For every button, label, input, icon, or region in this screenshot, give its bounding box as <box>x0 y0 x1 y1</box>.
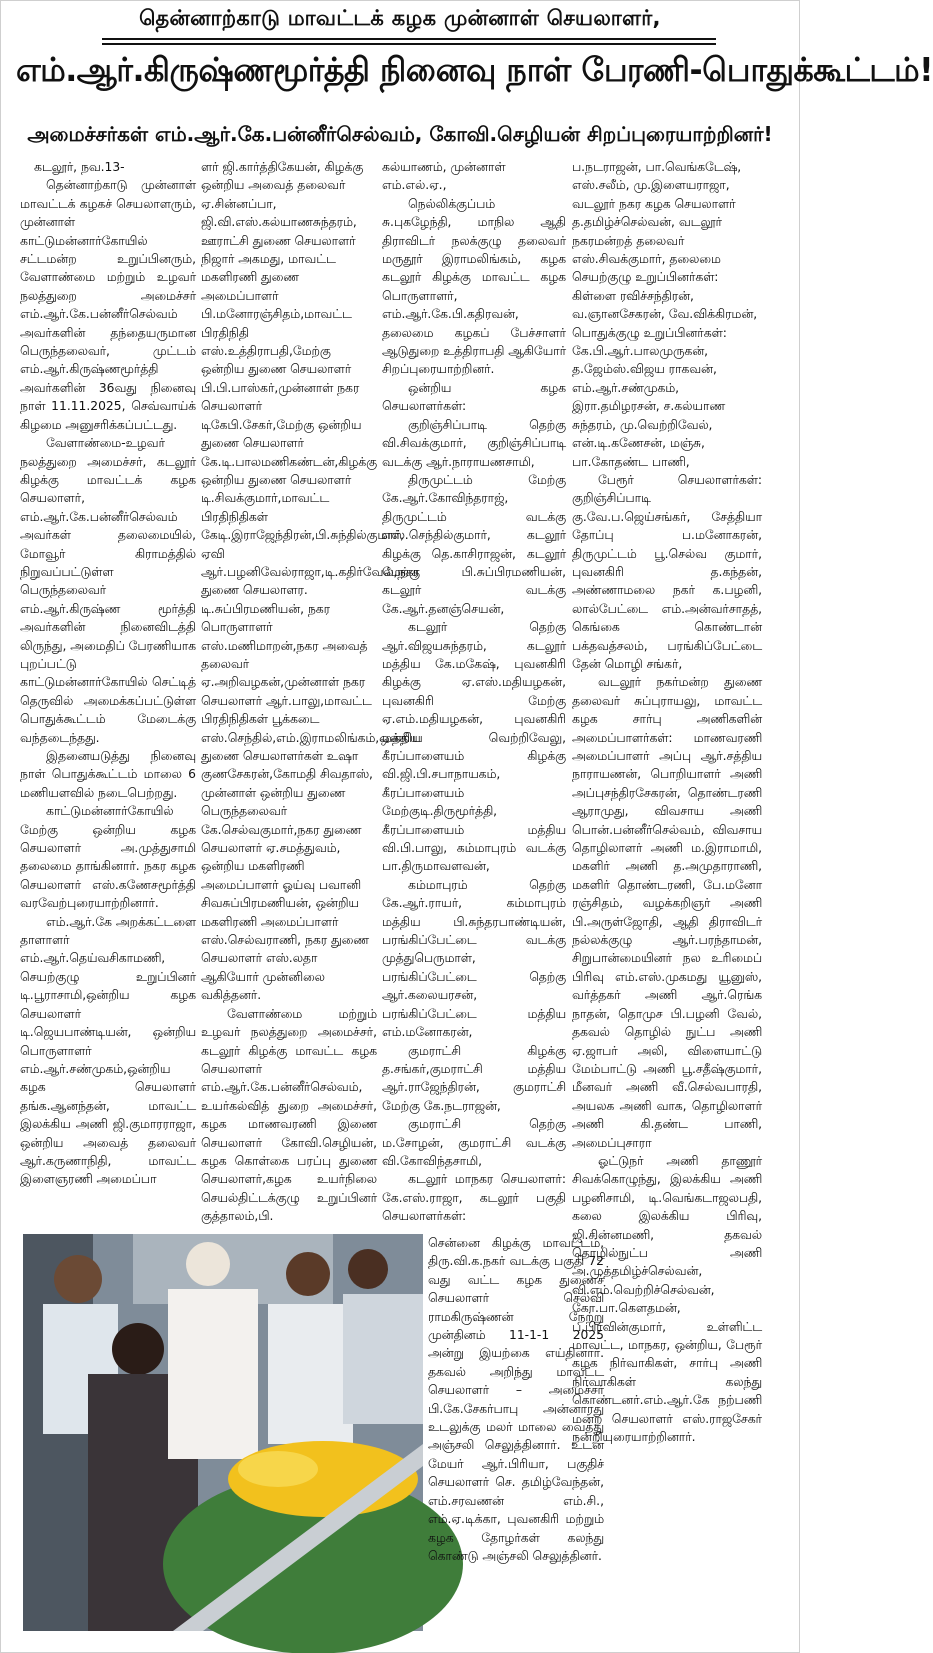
paragraph: நெல்லிக்குப்பம் சு.புகழேந்தி, மாநில ஆதி திராவிடர் நலக்குழு தலைவர் மருதூர் இராமலிங்கம், கழக கடலூர் கிழக்கு மாவட்ட கழக பொருளாளர், எம்.ஆர்.கே.பி.கதிரவன், தலைமை கழகப் பேச்சாளர் ஆடுதுறை உத்திராபதி ஆகியோர் சிறப்புரையாற்றினர். <box>382 196 567 377</box>
paragraph: காட்டுமன்னார்கோயில் மேற்கு ஒன்றிய கழக செயலாளர் அ.முத்துசாமி தலைமை தாங்கினார். நகர கழக செயலாளர் எஸ்.கணேசமூர்த்தி வரவேற்புரையாற்றினார். <box>20 804 196 911</box>
paragraph: வடலூர் நகர்மன்ற துணை தலைவர் சுப்புராயலு, மாவட்ட கழக சார்பு அணிகளின் அமைப்பாளர்கள்: மாணவரணி அமைப்பாளர் அப்பு ஆர்.சத்திய நாராயணன், பொறியாளர் அணி அப்புசந்திரசேகரன், தொண்டரணி ஆராமுது, விவசாய அணி பொன்.பன்னீர்செல்வம், விவசாய தொழிலாளர் அணி ம.இராமாமி, மகளிர் அணி த.அமுதாராணி, மகளிர் தொண்டரணி, பே.மனோ ரஞ்சிதம், வழக்கறிஞர் அணி பி.அருள்ஜோதி, ஆதி திராவிடர் நல்லக்குழு ஆர்.பரந்தாமன், சிறுபான்மையினர் நல உரிமைப் பிரிவு எம்.எஸ்.முகமது யூனுஸ், வர்த்தகர் அணி ஆர்.ரெங்க நாதன், தொமுச பி.பழனி வேல், தகவல் தொழில் நுட்ப அணி ஏ.ஜாபர் அலி, விளையாட்டு மேம்பாட்டு அணி பூ.சதீஷ்குமார், மீனவர் அணி வீ.செல்வபாரதி, அயலக அணி வாக, தொழிலாளர் அணி கி.தண்ட பாணி, அமைப்புசாரா <box>572 675 762 1150</box>
person-shirt <box>268 1304 353 1444</box>
person-head <box>286 1252 330 1296</box>
person-head <box>348 1249 388 1289</box>
flower-garland <box>238 1451 318 1487</box>
article-kicker: தென்னாற்காடு மாவட்டக் கழக முன்னாள் செயலாளர், <box>139 6 661 30</box>
person-head <box>112 1323 164 1375</box>
paragraph: கடலூர் மாநகர செயலாளர்: கே.எஸ்.ராஜா, கடலூர் பகுதி செயலாளர்கள்: <box>382 1172 566 1224</box>
paragraph: ப.நடராஜன், பா.வெங்கடேஷ், எஸ்.சலீம், மு.இளையராஜா, வடலூர் நகர கழக செயலாளர் த.தமிழ்ச்செல்வன், வடலூர் நகரமன்றத் தலைவர் எஸ்.சிவக்குமார், தலைமை செயற்குழு உறுப்பினர்கள்: கிள்ளை ரவிச்சந்திரன், வ.ஞானசேகரன், வே.விக்கிரமன், பொதுக்குழு உறுப்பினர்கள்: கே.பி.ஆர்.பாலமுருகன், த.ஜேம்ஸ்.விஜய ராகவன், எம்.ஆர்.சண்முகம், இரா.தமிழரசன், ச.கல்யாண சுந்தரம், மு.வெற்றிவேல், என்.டி.கணேசன், மஞ்சு, பா.கோதண்ட பாணி, <box>572 160 758 469</box>
person-head <box>54 1255 102 1303</box>
paragraph: குறிஞ்சிப்பாடி தெற்கு வி.சிவக்குமார், குறிஞ்சிப்பாடி வடக்கு ஆர்.நாராயணசாமி, <box>382 417 566 469</box>
kicker-rule-bottom <box>102 43 716 45</box>
paragraph: குமராட்சி கிழக்கு த.சங்கர்,குமராட்சி மத்திய ஆர்.ராஜேந்திரன், குமராட்சி மேற்கு கே.நடராஜன், <box>382 1043 566 1113</box>
paragraph: வேளாண்மை-உழவர் நலத்துறை அமைச்சர், கடலூர் கிழக்கு மாவட்டக் கழக செயலாளர், எம்.ஆர்.கே.பன்னீர்செல்வம் அவர்கள் தலைமையில், மோவூர் கிராமத்தில் நிறுவப்பட்டுள்ள பெருந்தலைவர் எம்.ஆர்.கிருஷ்ண மூர்த்தி அவர்களின் நினைவிடத்தி லிருந்து, அமைதிப் பேரணியாக புறப்பட்டு காட்டுமன்னார்கோயில் செட்டித் தெருவில் அமைக்கப்பட்டுள்ள பொதுக்கூட்டம் மேடைக்கு வந்தடைந்தது. <box>20 436 196 745</box>
paragraph: எம்.ஆர்.கே அறக்கட்டளை தாளாளர் எம்.ஆர்.தெய்வசிகாமணி, செயற்குழு உறுப்பினர் டி.பூராசாமி,ஒன்றிய கழக செயலாளர் டி.ஜெயபாண்டியன், ஒன்றிய பொருளாளர் எம்.ஆர்.சண்முகம்,ஒன்றிய கழக செயலாளர் தங்க.ஆனந்தன், மாவட்ட இலக்கிய அணி ஜி.குமாரராஜா, ஒன்றிய அவைத் தலைவர் ஆர்.கருணாநிதி, மாவட்ட இளைஞரணி அமைப்பா <box>20 914 196 1187</box>
paragraph: திருமுட்டம் மேற்கு கே.ஆர்.கோவிந்தராஜ், திருமுட்டம் வடக்கு எஸ்.செந்தில்குமார், கடலூர் கிழக்கு தெ.காசிராஜன், கடலூர் மேற்கு பி.சுப்பிரமணியன், கடலூர் வடக்கு கே.ஆர்.தனஞ்செயன், <box>382 472 566 616</box>
paragraph: கடலூர் தெற்கு ஆர்.விஜயசுந்தரம், கடலூர் மத்திய கே.மகேஷ், புவனகிரி கிழக்கு ஏ.எஸ்.மதியழகன், புவனகிரி மேற்கு ஏ.எம்.மதியழகன், புவனகிரி மத்திய வெற்றிவேலு, கீரப்பாளையம் கிழக்கு வி.ஜி.பி.சபாநாயகம், கீரப்பாளையம் மேற்குடி.திருமூர்த்தி, கீரப்பாளையம் மத்திய வி.பி.பாலு, கம்மாபுரம் வடக்கு பா.திருமாவளவன், <box>382 620 566 874</box>
paragraph: குமராட்சி தெற்கு ம.சோழன், குமராட்சி வடக்கு வி.கோவிந்தசாமி, <box>382 1117 566 1168</box>
kicker-rule-top <box>102 38 716 40</box>
person-shirt <box>168 1289 258 1459</box>
article-column-1 <box>20 158 196 1228</box>
paragraph: ஓட்டுநர் அணி தாணூர் சிவக்கொழுந்து, இலக்கிய அணி பழனிசாமி, டி.வெங்கடாஜலபதி, கலை இலக்கிய பிரிவு, ஜி.சின்னமணி, தகவல் தொழில்நுட்ப அணி அ.முத்தமிழ்ச்செல்வன், வி.எம்.வெற்றிச்செல்வன், கோ.பா.கௌதமன், ப.பிரவின்குமார், உள்ளிட்ட மாவட்ட, மாநகர, ஒன்றிய, பேரூர் கழக நிர்வாகிகள், சார்பு அணி நிர்வாகிகள் கலந்து கொண்டனர்.எம்.ஆர்.கே நற்பணி மன்ற செயலாளர் எஸ்.ராஜசேகர் நன்றியுரையாற்றினார். <box>572 1153 762 1445</box>
paragraph: கம்மாபுரம் தெற்கு கே.ஆர்.ராயர், கம்மாபுரம் மத்திய பி.சுந்தரபாண்டியன், பரங்கிப்பேட்டை வடக்கு முத்துபெருமாள், பரங்கிப்பேட்டை தெற்கு ஆர்.கலையரசன், பரங்கிப்பேட்டை மத்திய எம்.மனோகரன், <box>382 877 566 1040</box>
dateline: கடலூர், நவ.13- <box>34 160 125 174</box>
article-column-2 <box>201 158 423 1228</box>
person-shirt <box>343 1294 423 1424</box>
subheading: ஒன்றிய கழக செயலாளர்கள்: <box>382 380 566 414</box>
paragraph: தென்னாற்காடு முன்னாள் மாவட்டக் கழகச் செயலாளரும், முன்னாள் காட்டுமன்னார்கோயில் சட்டமன்ற உறுப்பினரும், வேளாண்மை மற்றும் உழவர் நலத்துறை அமைச்சர் எம்.ஆர்.கே.பன்னீர்செல்வம் அவர்களின் தந்தையருமான பெருந்தலைவர், முட்டம் எம்.ஆர்.கிருஷ்ணமூர்த்தி அவர்களின் 36வது நினைவு நாள் 11.11.2025, செவ்வாய்க் கிழமை அனுசரிக்கப்பட்டது. <box>20 178 196 432</box>
paragraph: வேளாண்மை மற்றும் உழவர் நலத்துறை அமைச்சர், கடலூர் கிழக்கு மாவட்ட கழக செயலாளர் எம்.ஆர்.கே.பன்னீர்செல்வம், உயர்கல்வித் துறை அமைச்சர், கழக மாணவரணி இணை செயலாளர் கோவி.செழியன், கழக கொள்கை பரப்பு துணை செயலாளர்,கழக உயர்நிலை செயல்திட்டக்குழு உறுப்பினர் குத்தாலம்,பி. <box>201 1006 377 1224</box>
photo-caption: சென்னை கிழக்கு மாவட்டம், திரு.வி.க.நகர் வடக்கு பகுதி 72 வது வட்ட கழக துணைச் செயலாளர் செல்வி ராமகிருஷ்ணன் நேற்று முன்தினம் 11-1-1 2025 அன்று இயற்கை எய்தினார். தகவல் அறிந்து மாவட்ட செயலாளர் – அமைச்சர் பி.கே.சேகர்பாபு அன்னாரது உடலுக்கு மலர் மாலை வைத்து அஞ்சலி செலுத்தினார். உடன் மேயர் ஆர்.பிரியா, பகுதிச் செயலாளர் செ. தமிழ்வேந்தன், எம்.சரவணன் எம்.சி., எம்.ஏ.டிக்கா, புவனகிரி மற்றும் கழக தோழர்கள் கலந்து கொண்டு அஞ்சலி செலுத்தினர். <box>428 1236 604 1563</box>
paragraph: கல்யாணம், முன்னாள் எம்.எல்.ஏ., <box>382 160 506 193</box>
photo-illustration <box>23 1234 423 1631</box>
paragraph: இதனையடுத்து நினைவு நாள் பொதுக்கூட்டம் மாலை 6 மணியளவில் நடைபெற்றது. <box>20 749 196 800</box>
paragraph: ளர் ஜி.கார்த்திகேயன், கிழக்கு ஒன்றிய அவைத் தலைவர் ஏ.சின்னப்பா, ஜி.வி.எஸ்.கல்யாணசுந்தரம், ஊராட்சி துணை செயலாளர் நிஜார் அகமது, மாவட்ட மகளிரணி துணை அமைப்பாளர் பி.மனோரஞ்சிதம்,மாவட்ட பிரதிநிதி எஸ்.உத்திராபதி,மேற்கு ஒன்றிய துணை செயலாளர் பி.பி.பாஸ்கர்,முன்னாள் நகர செயலாளர் டிகேபி.சேகர்,மேற்கு ஒன்றிய துணை செயலாளர் கே.டி.பாலமணிகண்டன்,கிழக்கு ஒன்றிய துணை செயலாளர் டி.சிவக்குமார்,மாவட்ட பிரதிநிதிகள் கேடி.இராஜேந்திரன்,பி.சுந்தில்குமார், ஏவி ஆர்.பழனிவேல்ராஜா,டி.கதிர்வேல்,நகர துணை செயலாளர. டி.சுப்பிரமணியன், நகர பொருளாளர் எஸ்.மணிமாறன்,நகர அவைத் தலைவர் ஏ.அறிவழகன்,முன்னாள் நகர செயலாளர் ஆர்.பாலு,மாவட்ட பிரதிநிதிகள் பூக்கடை எஸ்.செந்தில்,எம்.இராமலிங்கம்,ஒன்றிய துணை செயலாளர்கள் உஷா குணசேகரன்,கோமதி சிவதாஸ், முன்னாள் ஒன்றிய துணை பெருந்தலைவர் கே.செல்வகுமார்,நகர துணை செயலாளர் ஏ.சமத்துவம், ஒன்றிய மகளிரணி அமைப்பாளர் ஓய்வு பவானி சிவசுப்பிரமணியன், ஒன்றிய மகளிரணி அமைப்பாளர் எஸ்.செல்வராணி, நகர துணை செயலாளர் எஸ்.லதா ஆகியோர் முன்னிலை வகித்தனர். <box>201 160 423 1003</box>
article-column-3 <box>382 158 566 1228</box>
article-subhead: அமைச்சர்கள் எம்.ஆர்.கே.பன்னீர்செல்வம், கோவி.செழியன் சிறப்புரையாற்றினர்! <box>27 122 773 146</box>
paragraph: பேரூர் செயலாளர்கள்: குறிஞ்சிப்பாடி கு.வே.ப.ஜெய்சங்கர், சேத்தியா தோப்பு ப.மனோகரன், திருமுட்டம் பூ.செல்வ குமார், புவனகிரி த.கந்தன், அண்ணாமலை நகர் க.பழனி, லால்பேட்டை எம்.அன்வர்சாதத், கெங்கை கொண்டான் பக்தவத்சலம், பரங்கிப்பேட்டை தேன் மொழி சங்கர், <box>572 472 762 671</box>
person-head <box>186 1242 230 1286</box>
article-headline: எம்.ஆர்.கிருஷ்ணமூர்த்தி நினைவு நாள் பேரணி-பொதுக்கூட்டம்! <box>16 50 933 89</box>
news-photo <box>23 1234 423 1631</box>
